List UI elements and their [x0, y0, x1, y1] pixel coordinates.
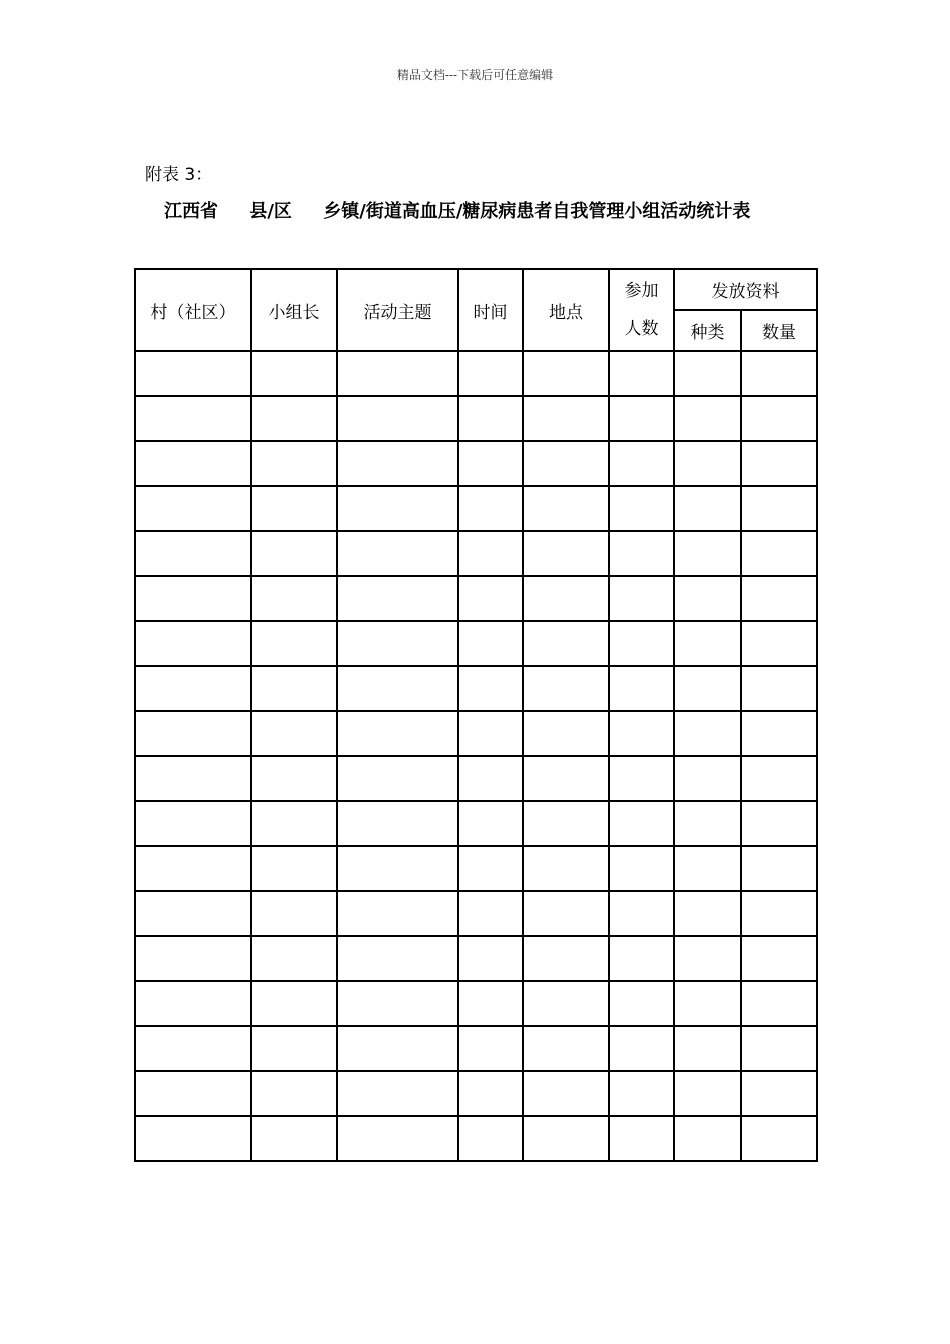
- table-cell[interactable]: [741, 1026, 817, 1071]
- table-cell[interactable]: [251, 486, 337, 531]
- table-cell[interactable]: [458, 936, 523, 981]
- table-cell[interactable]: [609, 1071, 674, 1116]
- table-cell[interactable]: [135, 846, 251, 891]
- table-cell[interactable]: [609, 936, 674, 981]
- col-header-place: 地点: [523, 269, 609, 351]
- table-cell[interactable]: [609, 981, 674, 1026]
- table-cell[interactable]: [674, 711, 741, 756]
- table-cell[interactable]: [609, 531, 674, 576]
- table-cell[interactable]: [251, 531, 337, 576]
- table-row: [135, 531, 817, 576]
- table-cell[interactable]: [251, 441, 337, 486]
- table-cell[interactable]: [135, 666, 251, 711]
- table-cell[interactable]: [458, 666, 523, 711]
- table-cell[interactable]: [741, 441, 817, 486]
- table-cell[interactable]: [523, 936, 609, 981]
- table-row: [135, 351, 817, 396]
- table-cell[interactable]: [337, 981, 458, 1026]
- col-header-leader: 小组长: [251, 269, 337, 351]
- col-header-time: 时间: [458, 269, 523, 351]
- col-header-materials-qty: 数量: [741, 310, 817, 351]
- table-cell[interactable]: [523, 666, 609, 711]
- table-cell[interactable]: [251, 936, 337, 981]
- table-cell[interactable]: [523, 441, 609, 486]
- col-header-materials-type: 种类: [674, 310, 741, 351]
- table-cell[interactable]: [251, 1026, 337, 1071]
- table-cell[interactable]: [337, 621, 458, 666]
- table-row: [135, 891, 817, 936]
- table-cell[interactable]: [458, 756, 523, 801]
- table-cell[interactable]: [458, 441, 523, 486]
- table-cell[interactable]: [609, 396, 674, 441]
- table-cell[interactable]: [337, 936, 458, 981]
- table-cell[interactable]: [674, 1026, 741, 1071]
- table-cell[interactable]: [251, 666, 337, 711]
- table-cell[interactable]: [135, 486, 251, 531]
- table-cell[interactable]: [135, 891, 251, 936]
- form-title: 江西省 县/区 乡镇/街道高血压/糖尿病患者自我管理小组活动统计表: [164, 201, 751, 222]
- table-cell[interactable]: [741, 756, 817, 801]
- table-cell[interactable]: [674, 801, 741, 846]
- table-cell[interactable]: [741, 576, 817, 621]
- table-cell[interactable]: [523, 1026, 609, 1071]
- table-cell[interactable]: [741, 351, 817, 396]
- table-cell[interactable]: [337, 801, 458, 846]
- table-cell[interactable]: [609, 351, 674, 396]
- table-cell[interactable]: [337, 351, 458, 396]
- table-cell[interactable]: [337, 531, 458, 576]
- table-cell[interactable]: [458, 351, 523, 396]
- table-cell[interactable]: [523, 396, 609, 441]
- table-cell[interactable]: [609, 576, 674, 621]
- table-cell[interactable]: [741, 981, 817, 1026]
- col-header-village: 村（社区）: [135, 269, 251, 351]
- table-cell[interactable]: [251, 756, 337, 801]
- table-row: [135, 801, 817, 846]
- table-cell[interactable]: [609, 756, 674, 801]
- table-cell[interactable]: [741, 936, 817, 981]
- table-cell[interactable]: [337, 1071, 458, 1116]
- table-row: [135, 711, 817, 756]
- table-cell[interactable]: [609, 621, 674, 666]
- col-header-participants-line2: 人数: [624, 319, 659, 339]
- table-cell[interactable]: [337, 891, 458, 936]
- table-cell[interactable]: [674, 666, 741, 711]
- table-cell[interactable]: [135, 981, 251, 1026]
- col-header-theme: 活动主题: [337, 269, 458, 351]
- table-cell[interactable]: [674, 396, 741, 441]
- table-cell[interactable]: [609, 1116, 674, 1161]
- table-row: [135, 846, 817, 891]
- table-cell[interactable]: [674, 756, 741, 801]
- table-cell[interactable]: [523, 801, 609, 846]
- table-cell[interactable]: [609, 846, 674, 891]
- table-cell[interactable]: [337, 396, 458, 441]
- table-cell[interactable]: [609, 711, 674, 756]
- table-cell[interactable]: [135, 1026, 251, 1071]
- table-cell[interactable]: [674, 1116, 741, 1161]
- table-cell[interactable]: [741, 621, 817, 666]
- table-cell[interactable]: [251, 1116, 337, 1161]
- table-cell[interactable]: [741, 1071, 817, 1116]
- table-cell[interactable]: [337, 441, 458, 486]
- table-cell[interactable]: [523, 756, 609, 801]
- table-cell[interactable]: [674, 1071, 741, 1116]
- table-row: [135, 666, 817, 711]
- table-cell[interactable]: [609, 1026, 674, 1071]
- table-cell[interactable]: [135, 396, 251, 441]
- table-cell[interactable]: [251, 351, 337, 396]
- table-row: [135, 1026, 817, 1071]
- table-cell[interactable]: [458, 531, 523, 576]
- table-body: [135, 351, 817, 1161]
- table-cell[interactable]: [523, 621, 609, 666]
- table-cell[interactable]: [337, 576, 458, 621]
- table-cell[interactable]: [523, 351, 609, 396]
- table-cell[interactable]: [458, 711, 523, 756]
- activity-statistics-table: [134, 268, 818, 1162]
- table-cell[interactable]: [609, 486, 674, 531]
- table-cell[interactable]: [135, 1116, 251, 1161]
- table-row: [135, 441, 817, 486]
- table-cell[interactable]: [135, 351, 251, 396]
- table-cell[interactable]: [135, 801, 251, 846]
- table-cell[interactable]: [458, 801, 523, 846]
- col-header-participants: [609, 269, 674, 351]
- table-cell[interactable]: [741, 531, 817, 576]
- table-cell[interactable]: [674, 486, 741, 531]
- table-cell[interactable]: [458, 576, 523, 621]
- table-cell[interactable]: [251, 981, 337, 1026]
- table-cell[interactable]: [741, 396, 817, 441]
- table-cell[interactable]: [458, 1071, 523, 1116]
- table-cell[interactable]: [337, 1116, 458, 1161]
- table-row: [135, 576, 817, 621]
- table-cell[interactable]: [674, 531, 741, 576]
- table-cell[interactable]: [523, 576, 609, 621]
- table-cell[interactable]: [741, 486, 817, 531]
- table-cell[interactable]: [458, 396, 523, 441]
- table-row: [135, 981, 817, 1026]
- table-cell[interactable]: [523, 891, 609, 936]
- table-cell[interactable]: [609, 441, 674, 486]
- table-cell[interactable]: [458, 891, 523, 936]
- table-cell[interactable]: [458, 486, 523, 531]
- table-cell[interactable]: [523, 531, 609, 576]
- page-header-watermark: 精品文档---下载后可任意编辑: [396, 68, 554, 82]
- table-cell[interactable]: [674, 981, 741, 1026]
- table-row: [135, 1071, 817, 1116]
- table-cell[interactable]: [741, 1116, 817, 1161]
- table-cell[interactable]: [674, 891, 741, 936]
- table-row: [135, 396, 817, 441]
- table-cell[interactable]: [609, 666, 674, 711]
- table-cell[interactable]: [523, 486, 609, 531]
- table-cell[interactable]: [337, 666, 458, 711]
- table-cell[interactable]: [337, 846, 458, 891]
- table-cell[interactable]: [523, 711, 609, 756]
- table-cell[interactable]: [135, 756, 251, 801]
- table-row: [135, 1116, 817, 1161]
- table-cell[interactable]: [741, 801, 817, 846]
- table-cell[interactable]: [135, 1071, 251, 1116]
- table-cell[interactable]: [135, 441, 251, 486]
- table-cell[interactable]: [674, 846, 741, 891]
- table-cell[interactable]: [523, 981, 609, 1026]
- col-header-materials: 发放资料: [674, 269, 817, 310]
- table-cell[interactable]: [135, 711, 251, 756]
- table-row: [135, 621, 817, 666]
- table-cell[interactable]: [674, 621, 741, 666]
- table-cell[interactable]: [135, 576, 251, 621]
- table-row: [135, 936, 817, 981]
- table-cell[interactable]: [523, 846, 609, 891]
- col-header-participants-line1: 参加: [624, 281, 659, 301]
- table-cell[interactable]: [523, 1116, 609, 1161]
- table-cell[interactable]: [251, 711, 337, 756]
- table-cell[interactable]: [337, 1026, 458, 1071]
- table-cell[interactable]: [674, 351, 741, 396]
- table-row: [135, 756, 817, 801]
- table-row: [135, 486, 817, 531]
- table-cell[interactable]: [251, 1071, 337, 1116]
- table-cell[interactable]: [135, 936, 251, 981]
- table-cell[interactable]: [251, 576, 337, 621]
- table-cell[interactable]: [741, 891, 817, 936]
- table-cell[interactable]: [458, 1026, 523, 1071]
- table-header-row: [135, 269, 817, 310]
- table-cell[interactable]: [337, 756, 458, 801]
- table-cell[interactable]: [741, 846, 817, 891]
- table-cell[interactable]: [523, 1071, 609, 1116]
- table-cell[interactable]: [251, 846, 337, 891]
- appendix-label: 附表 3：: [145, 165, 213, 185]
- table-cell[interactable]: [609, 801, 674, 846]
- table-cell[interactable]: [674, 441, 741, 486]
- table-cell[interactable]: [251, 621, 337, 666]
- table-cell[interactable]: [135, 531, 251, 576]
- table-cell[interactable]: [251, 891, 337, 936]
- table-cell[interactable]: [337, 711, 458, 756]
- table-cell[interactable]: [609, 891, 674, 936]
- table-cell[interactable]: [458, 846, 523, 891]
- table-cell[interactable]: [251, 396, 337, 441]
- table-cell[interactable]: [741, 666, 817, 711]
- table-cell[interactable]: [458, 981, 523, 1026]
- table-cell[interactable]: [251, 801, 337, 846]
- table-cell[interactable]: [135, 621, 251, 666]
- table-cell[interactable]: [741, 711, 817, 756]
- table-cell[interactable]: [674, 576, 741, 621]
- table-cell[interactable]: [458, 1116, 523, 1161]
- table-cell[interactable]: [458, 621, 523, 666]
- table-cell[interactable]: [337, 486, 458, 531]
- table-cell[interactable]: [674, 936, 741, 981]
